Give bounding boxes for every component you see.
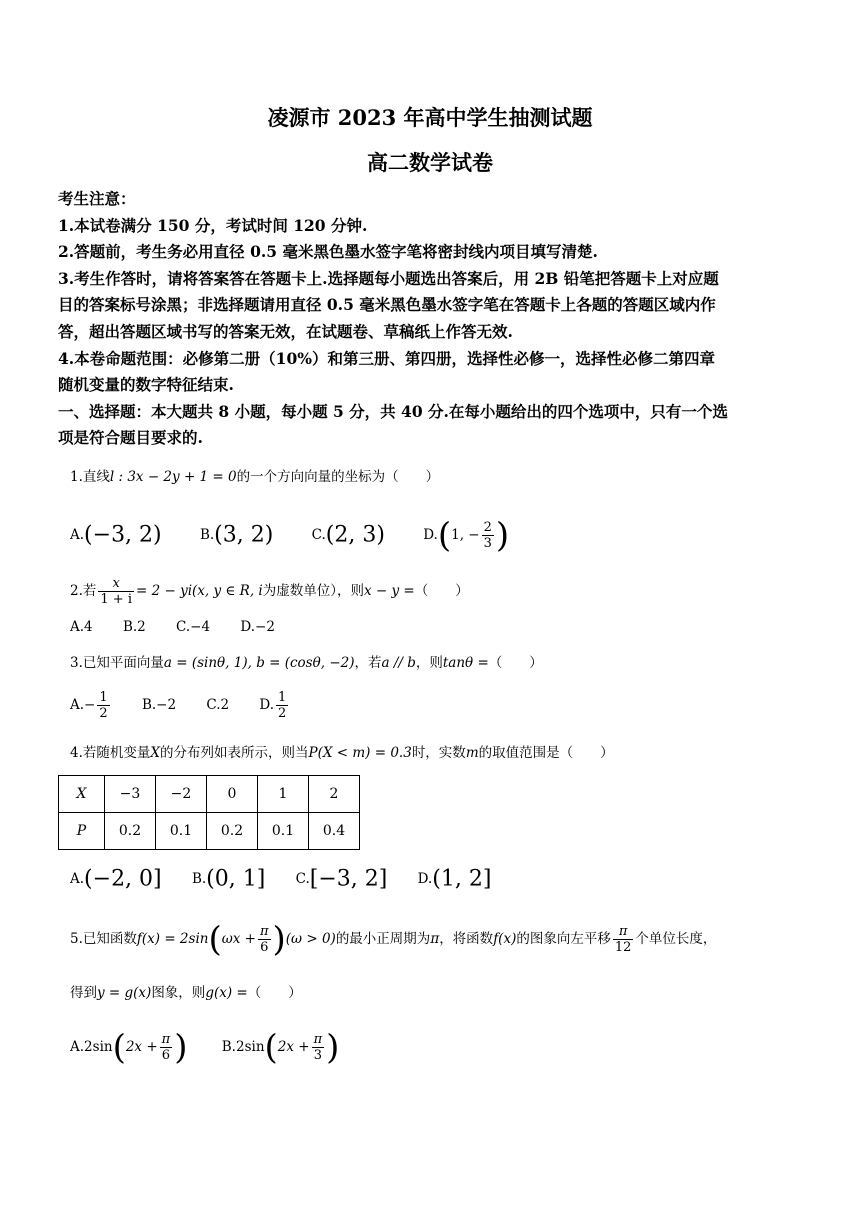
q2-suffix: （ ） — [414, 583, 469, 599]
q4-suffix: 的取值范围是（ ） — [478, 745, 614, 761]
q5-gx: y = g(x) — [97, 985, 152, 1001]
q2-fraction: $\frac{x}{1 + i}$ — [100, 576, 132, 607]
question-4: 4.若随机变量X的分布列如表所示，则当P(X < m) = 0.3时，实数m的取值范围是（ ） — [70, 745, 614, 761]
exam-title: 凌源市 2023 年高中学生抽测试题 — [267, 105, 593, 130]
notice-item-2: 2.答题前，考生务必用直径 0.5 毫米黑色墨水签字笔将密封线内项目填写清楚. — [58, 242, 598, 262]
q2-option-a[interactable]: A.4 — [70, 619, 93, 635]
q5-gx-expr: g(x) = — [205, 985, 248, 1001]
q2-option-c[interactable]: C.−4 — [176, 619, 211, 635]
q1-options — [70, 515, 543, 556]
table-cell: 0.2 — [105, 813, 156, 850]
q3-option-c[interactable]: C.2 — [206, 697, 230, 713]
q4-m: m — [465, 745, 479, 761]
question-1 — [70, 466, 810, 488]
q3-condition: a // b — [381, 655, 416, 671]
q3-options — [70, 690, 324, 721]
q1-equation: l : 3x − 2y + 1 = 0 — [109, 469, 237, 485]
q3-expr: tanθ = — [442, 655, 489, 671]
question-2 — [70, 576, 810, 607]
q5-option-b[interactable]: B.2sin(2x + $\frac{\pi}{3}$ ) — [221, 1027, 340, 1068]
q3-option-d[interactable]: D. $\frac{1}{2}$ — [259, 690, 287, 721]
q2-expr: x − y = — [364, 583, 415, 599]
table-cell: 0.1 — [156, 813, 207, 850]
section-heading-line-2: 项是符合题目要求的. — [58, 428, 203, 448]
q5-options — [70, 1027, 373, 1068]
q4-option-d[interactable]: D.(1, 2] — [417, 866, 492, 892]
q1-option-b[interactable]: B.(3, 2) — [199, 522, 274, 548]
q4-var: X — [150, 745, 161, 761]
table-cell: 0.4 — [309, 813, 360, 850]
notice-item-3-line-1: 3.考生作答时，请将答案答在答题卡上.选择题每小题选出答案后，用 2B 铅笔把答题卡上对应题 — [58, 268, 719, 288]
q4-option-b[interactable]: B.(0, 1] — [191, 866, 266, 892]
q2-prefix: 2.若 — [70, 583, 97, 599]
q1-option-c[interactable]: C.(2, 3) — [311, 522, 385, 548]
table-cell: P — [59, 813, 105, 850]
q3-vectors: a = (sinθ, 1), b = (cosθ, −2) — [163, 655, 355, 671]
notice-item-4-line-2: 随机变量的数字特征结束. — [58, 375, 234, 395]
notice-item-1: 1.本试卷满分 150 分，考试时间 120 分钟. — [58, 215, 368, 235]
table-cell: 0.1 — [258, 813, 309, 850]
table-row — [59, 813, 360, 850]
q2-options — [70, 616, 309, 638]
q5-prefix: 5.已知函数 — [70, 931, 137, 947]
q3-option-a[interactable]: A.− $\frac{1}{2}$ — [70, 690, 108, 721]
q4-options — [70, 868, 525, 891]
q5-function: f(x) = 2sin — [136, 931, 209, 947]
q3-option-b[interactable]: B.−2 — [141, 697, 177, 713]
q5-suffix: （ ） — [247, 985, 302, 1001]
question-5-line-2: 得到y = g(x)图象，则g(x) =（ ） — [70, 985, 302, 1001]
q1-prefix: 1.直线 — [70, 469, 110, 485]
table-cell: −2 — [156, 776, 207, 813]
q2-option-d[interactable]: D.−2 — [240, 619, 275, 635]
notice-item-3-line-3: 答，超出答题区域书写的答案无效，在试题卷、草稿纸上作答无效. — [58, 321, 513, 341]
question-3: 3.已知平面向量a = (sinθ, 1), b = (cosθ, −2)，若a // b，则tanθ =（ ） — [70, 655, 543, 671]
notice-block — [58, 186, 804, 452]
question-5: 5.已知函数f(x) = 2sin(ωx + $\frac{\pi}{6}$ )(ω > 0)的最小正周期为π，将函数f(x)的图象向左平移 $\frac{\pi}{12}$ 个单位长度， — [70, 919, 717, 960]
table-cell: 1 — [258, 776, 309, 813]
exam-subtitle: 高二数学试卷 — [367, 150, 493, 175]
q2-equation: = 2 − yi(x, y ∈ R, i — [135, 583, 263, 599]
table-cell: 0.2 — [207, 813, 258, 850]
q3-suffix: （ ） — [488, 655, 543, 671]
distribution-table — [58, 775, 360, 850]
q2-option-b[interactable]: B.2 — [122, 619, 146, 635]
q3-prefix: 3.已知平面向量 — [70, 655, 164, 671]
q4-option-a[interactable]: A.(−2, 0] — [70, 866, 162, 892]
table-cell: −3 — [105, 776, 156, 813]
q1-option-a[interactable]: A.(−3, 2) — [70, 522, 162, 548]
q2-note: 为虚数单位），则 — [262, 583, 364, 599]
table-row — [59, 776, 360, 813]
section-heading-line-1: 一、选择题：本大题共 8 小题，每小题 5 分，共 40 分.在每小题给出的四个选项中，只有一个选 — [58, 401, 728, 421]
notice-heading: 考生注意： — [58, 189, 136, 208]
q4-condition: P(X < m) = 0.3 — [308, 745, 412, 761]
table-cell: 2 — [309, 776, 360, 813]
q1-option-d[interactable]: D.(1, − $\frac{2}{3}$ ) — [423, 515, 510, 556]
notice-item-3-line-2: 目的答案标号涂黑；非选择题请用直径 0.5 毫米黑色墨水签字笔在答题卡上各题的答题区域内作 — [58, 295, 716, 315]
table-cell: X — [59, 776, 105, 813]
q5-option-a[interactable]: A.2sin(2x + $\frac{\pi}{6}$ ) — [70, 1027, 188, 1068]
q1-suffix: 的一个方向向量的坐标为（ ） — [236, 469, 440, 485]
q4-prefix: 4.若随机变量 — [70, 745, 151, 761]
table-cell: 0 — [207, 776, 258, 813]
q4-option-c[interactable]: C.[−3, 2] — [295, 866, 388, 892]
notice-item-4-line-1: 4.本卷命题范围：必修第二册（10%）和第三册、第四册，选择性必修一，选择性必修二第四章 — [58, 348, 715, 368]
